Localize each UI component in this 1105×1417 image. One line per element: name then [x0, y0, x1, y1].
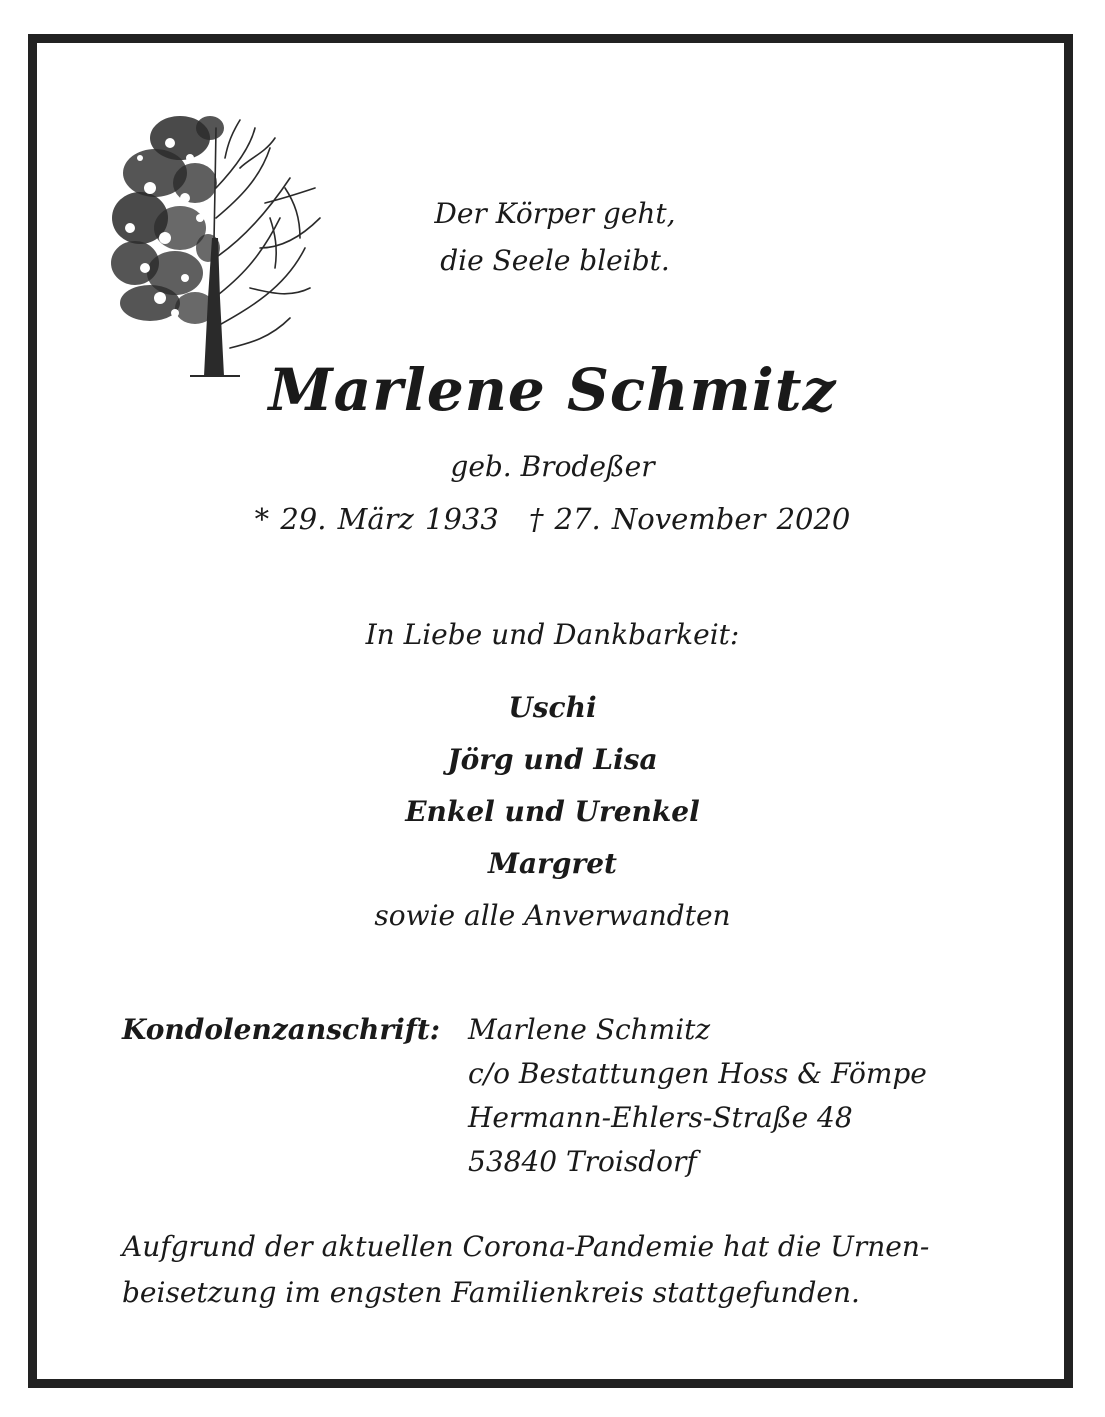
mourner-name: Jörg und Lisa — [447, 743, 658, 776]
mourner-name: Margret — [488, 847, 617, 880]
mourner-name: Enkel und Urenkel — [405, 795, 700, 828]
life-dates — [40, 502, 1065, 536]
motto — [250, 190, 860, 284]
mourner-name: Uschi — [508, 691, 597, 724]
mourners-closing: sowie alle Anverwandten — [374, 899, 731, 932]
address-line: c/o Bestattungen Hoss & Fömpe — [468, 1057, 927, 1090]
mourners-intro: In Liebe und Dankbarkeit: — [365, 618, 740, 651]
birth-name: geb. Brodeßer — [450, 450, 655, 483]
mourners-list — [40, 682, 1065, 942]
condolence-label: Kondolenzanschrift: — [122, 1013, 441, 1046]
funeral-note — [122, 1224, 1002, 1316]
motto-line-1: Der Körper geht, — [434, 197, 676, 230]
birth-date: * 29. März 1933 — [254, 502, 499, 536]
address-line: Marlene Schmitz — [468, 1013, 711, 1046]
address-line: 53840 Troisdorf — [468, 1145, 697, 1178]
address-line: Hermann-Ehlers-Straße 48 — [468, 1101, 853, 1134]
motto-line-2: die Seele bleibt. — [440, 244, 670, 277]
deceased-name: Marlene Schmitz — [268, 356, 837, 424]
note-line-2: beisetzung im engsten Familienkreis stattgefunden. — [122, 1276, 860, 1309]
death-date: † 27. November 2020 — [528, 502, 851, 536]
note-line-1: Aufgrund der aktuellen Corona-Pandemie hat die Urnen- — [122, 1230, 930, 1263]
condolence-address — [468, 1008, 927, 1184]
